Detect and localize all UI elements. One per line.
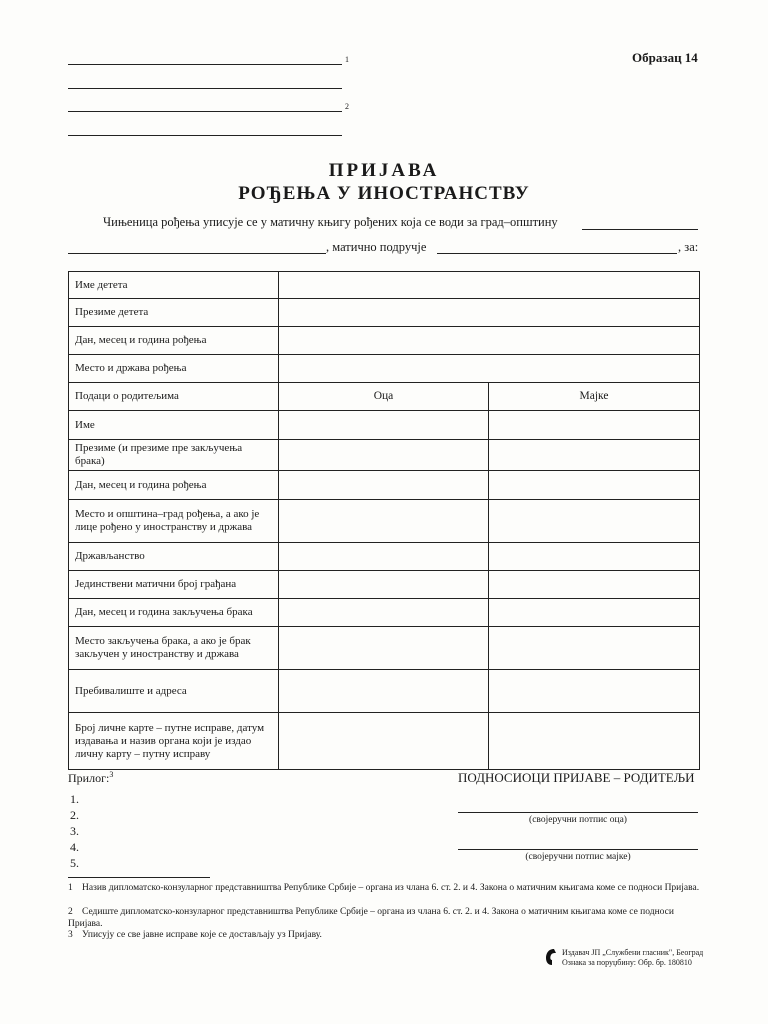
attachment-item-3: 3.	[70, 824, 79, 838]
mother-last-name-field[interactable]	[489, 440, 700, 471]
attachment-item-2: 2.	[70, 808, 79, 822]
child-birth-place-field[interactable]	[279, 355, 700, 383]
father-column-header: Оца	[279, 383, 489, 411]
parent-birth-place-label: Место и општина–град рођења, а ако је лице рођено у иностранству и држава	[69, 500, 279, 543]
footnote-2-number: 2	[68, 907, 73, 917]
authority-name-line-2[interactable]	[68, 88, 342, 89]
intro-sentence: Чињеница рођења уписује се у матичну књигу рођених која се води за град–општину	[103, 215, 558, 229]
child-birth-place-label: Место и држава рођења	[69, 355, 279, 383]
child-last-name-label: Презиме детета	[69, 299, 279, 327]
footnote-mark-3: 3	[109, 770, 114, 779]
table-row	[69, 411, 700, 440]
publisher-line-2: Ознака за поруџбину: Обр. бр. 180810	[562, 958, 692, 967]
mother-signature-line[interactable]	[458, 849, 698, 850]
child-first-name-field[interactable]	[279, 272, 700, 299]
mother-residence-field[interactable]	[489, 670, 700, 713]
marriage-date-label: Дан, месец и година закључења брака	[69, 599, 279, 627]
footnote-3-number: 3	[68, 930, 73, 940]
mother-birth-place-field[interactable]	[489, 500, 700, 543]
footnote-1-text: Назив дипломатско-конзуларног представништва Републике Србије – органа из члана 6. ст. 2. и 4. Закона о матичним књигама коме се подноси Пријава.	[82, 883, 700, 893]
child-birth-date-field[interactable]	[279, 327, 700, 355]
table-row	[69, 543, 700, 571]
footnote-separator	[68, 877, 210, 878]
residence-address-label: Пребивалиште и адреса	[69, 670, 279, 713]
parent-birth-date-label: Дан, месец и година рођења	[69, 471, 279, 500]
id-card-label: Број личне карте – путне исправе, датум издавања и назив органа који је издао личну карту – путну исправу	[69, 713, 279, 770]
father-id-card-field[interactable]	[279, 713, 489, 770]
marriage-place-label: Место закључења брака, а ако је брак закључен у иностранству и држава	[69, 627, 279, 670]
footnote-1	[68, 882, 700, 894]
table-row	[69, 670, 700, 713]
city-municipality-line-2[interactable]	[68, 253, 326, 254]
footnote-mark-1: 1	[345, 55, 349, 64]
mother-marriage-date-field[interactable]	[489, 599, 700, 627]
table-row	[69, 383, 700, 411]
footnote-3	[68, 929, 700, 941]
mother-birth-date-field[interactable]	[489, 471, 700, 500]
table-row	[69, 627, 700, 670]
parent-last-name-label: Презиме (и презиме пре закључења брака)	[69, 440, 279, 471]
father-marriage-date-field[interactable]	[279, 599, 489, 627]
signatures-heading: ПОДНОСИОЦИ ПРИЈАВЕ – РОДИТЕЉИ	[458, 770, 695, 785]
table-row	[69, 327, 700, 355]
footnote-3-text: Уписују се све јавне исправе које се достављају уз Пријаву.	[82, 930, 322, 940]
footnote-2-text: Седиште дипломатско-конзуларног представништва Републике Србије – органа из члана 6. ст. 2. и 4. Закона о матичним књигама коме се подноси Пријава.	[68, 907, 674, 929]
father-jmbg-field[interactable]	[279, 571, 489, 599]
authority-seat-line-1[interactable]	[68, 111, 342, 112]
table-row	[69, 471, 700, 500]
child-first-name-label: Име детета	[69, 272, 279, 299]
attachments-label-text: Прилог:	[68, 771, 110, 785]
parent-citizenship-label: Држављанство	[69, 543, 279, 571]
father-residence-field[interactable]	[279, 670, 489, 713]
form-title-line-2: РОЂЕЊА У ИНОСТРАНСТВУ	[238, 183, 530, 204]
city-municipality-line[interactable]	[582, 229, 698, 230]
table-row	[69, 571, 700, 599]
father-signature-caption: (својеручни потпис оца)	[529, 815, 627, 825]
table-row	[69, 355, 700, 383]
child-last-name-field[interactable]	[279, 299, 700, 327]
parents-data-label: Подаци о родитељима	[69, 383, 279, 411]
form-number: Образац 14	[632, 50, 698, 65]
mother-jmbg-field[interactable]	[489, 571, 700, 599]
registry-area-label: , матично подручје	[326, 240, 427, 254]
mother-signature-caption: (својеручни потпис мајке)	[525, 852, 631, 862]
birth-registration-table	[68, 271, 700, 770]
parent-jmbg-label: Јединствени матични број грађана	[69, 571, 279, 599]
table-row	[69, 599, 700, 627]
authority-seat-line-2[interactable]	[68, 135, 342, 136]
attachment-item-1: 1.	[70, 792, 79, 806]
mother-column-header: Мајке	[489, 383, 700, 411]
publisher-line-1: Издавач ЈП „Службени гласник", Београд	[562, 948, 704, 957]
attachments-label	[68, 770, 113, 786]
attachment-item-5: 5.	[70, 856, 79, 870]
footnote-mark-2: 2	[345, 102, 349, 111]
for-label: , за:	[678, 240, 699, 254]
table-row	[69, 299, 700, 327]
footnote-1-number: 1	[68, 883, 73, 893]
father-citizenship-field[interactable]	[279, 543, 489, 571]
footnote-2	[68, 906, 700, 930]
table-row	[69, 440, 700, 471]
mother-marriage-place-field[interactable]	[489, 627, 700, 670]
table-row	[69, 500, 700, 543]
mother-first-name-field[interactable]	[489, 411, 700, 440]
authority-name-line-1[interactable]	[68, 64, 342, 65]
father-last-name-field[interactable]	[279, 440, 489, 471]
registry-area-line[interactable]	[437, 253, 677, 254]
form-title-line-1: ПРИЈАВА	[328, 160, 440, 181]
table-row	[69, 713, 700, 770]
mother-id-card-field[interactable]	[489, 713, 700, 770]
father-marriage-place-field[interactable]	[279, 627, 489, 670]
attachment-item-4: 4.	[70, 840, 79, 854]
parent-first-name-label: Име	[69, 411, 279, 440]
mother-citizenship-field[interactable]	[489, 543, 700, 571]
child-birth-date-label: Дан, месец и година рођења	[69, 327, 279, 355]
father-birth-date-field[interactable]	[279, 471, 489, 500]
publisher-logo-icon	[545, 948, 557, 971]
table-row	[69, 272, 700, 299]
father-birth-place-field[interactable]	[279, 500, 489, 543]
father-first-name-field[interactable]	[279, 411, 489, 440]
father-signature-line[interactable]	[458, 812, 698, 813]
